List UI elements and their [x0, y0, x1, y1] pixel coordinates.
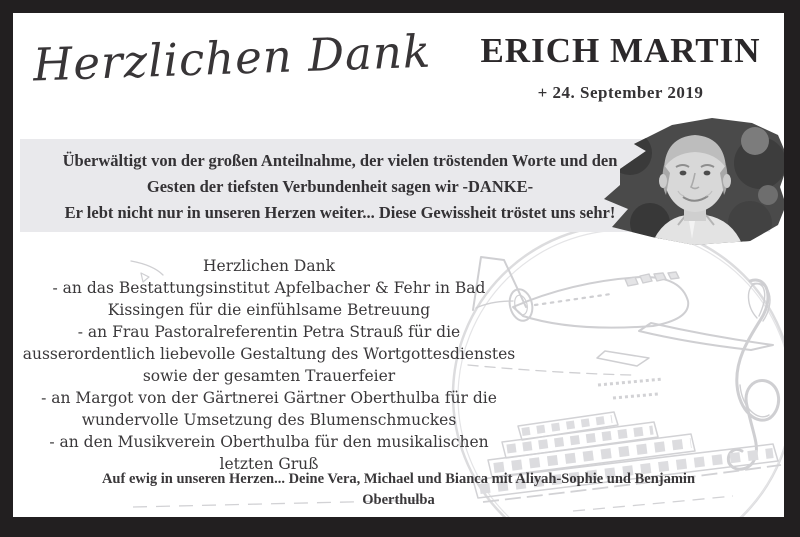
closing-place: Oberthulba — [362, 492, 435, 508]
treble-clef-sketch — [728, 280, 778, 469]
thank-you-line: - an den Musikverein Oberthulba für den musikalischen — [49, 433, 489, 451]
portrait-photo — [590, 113, 784, 249]
notice-paper — [13, 13, 784, 517]
thank-you-line: ausserordentlich liebevolle Gestaltung des Wortgottesdienstes — [22, 345, 516, 363]
thank-you-line: - an Frau Pastoralreferentin Petra Strauß für die — [77, 323, 461, 341]
thank-you-line: letzten Gruß — [219, 455, 319, 473]
death-date: + 24. September 2019 — [537, 83, 704, 102]
thank-you-line: - an das Bestattungsinstitut Apfelbacher & Fehr in Bad — [52, 279, 486, 297]
band-line: Überwältigt von der großen Anteilnahme, der vielen tröstenden Worte und den — [62, 151, 618, 170]
thank-you-line: Kissingen für die einfühlsame Betreuung — [107, 301, 431, 319]
thank-you-line: - an Margot von der Gärtnerei Gärtner Oberthulba für die — [41, 389, 497, 407]
gratitude-band-text — [26, 148, 654, 226]
closing-line: Auf ewig in unseren Herzen... Deine Vera, Michael und Bianca mit Aliyah-Sophie und Benjamin — [101, 471, 696, 487]
band-line: Gesten der tiefsten Verbundenheit sagen wir -DANKE- — [146, 177, 534, 196]
band-line: Er lebt nicht nur in unseren Herzen weiter... Diese Gewissheit tröstet uns sehr! — [64, 203, 616, 222]
deceased-name: ERICH MARTIN — [480, 31, 761, 70]
thank-you-list — [13, 255, 525, 475]
thank-you-line: sowie der gesamten Trauerfeier — [142, 367, 396, 385]
thank-you-line: Herzlichen Dank — [203, 257, 335, 275]
script-headline: Herzlichen Dank — [32, 24, 432, 92]
thank-you-line: wundervolle Umsetzung des Blumenschmuckes — [81, 411, 457, 429]
deceased-block — [468, 31, 773, 103]
closing-family-line — [13, 469, 784, 511]
